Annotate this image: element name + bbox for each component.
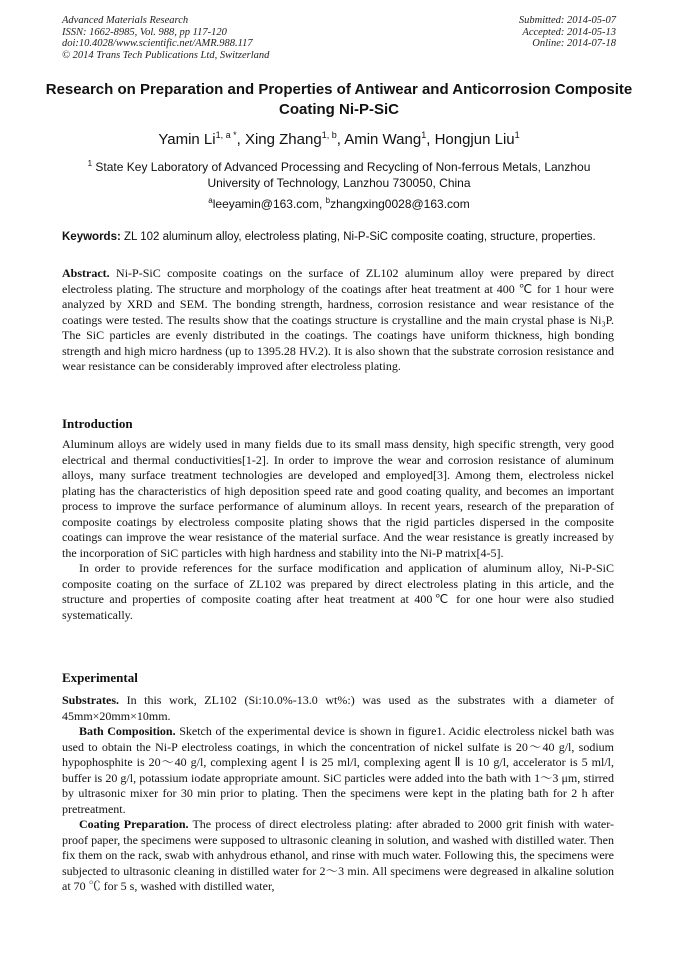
author-sup: 1, a * [215,130,237,140]
journal-info [62,15,269,61]
issn-line: ISSN: 1662-8985, Vol. 988, pp 117-120 [62,26,227,38]
copyright-line: © 2014 Trans Tech Publications Ltd, Switzerland [62,49,270,61]
journal-name: Advanced Materials Research [62,15,189,26]
doi-line[interactable]: doi:10.4028/www.scientific.net/AMR.988.117 [62,38,253,49]
introduction-body [62,437,614,623]
author-sup: 1 [421,130,427,140]
author-sup: 1, b [321,130,337,140]
affiliation-text: State Key Laboratory of Advanced Processing and Recycling of Non-ferrous Metals, Lanzhou University of Technology, Lanzhou 730050, China [95,160,591,190]
author-name: Yamin Li [158,131,216,148]
paragraph [62,724,614,817]
author-emails: $^a$leeyamin@163.com, $^b$zhangxing0028@163.com [208,196,470,211]
online-date: Online: 2014-07-18 [532,38,616,49]
paragraph [62,817,614,895]
accepted-date: Accepted: 2014-05-13 [522,26,616,38]
experimental-body [62,693,614,895]
keywords-label: Keywords: [62,231,121,243]
email-link[interactable]: zhangxing0028@163.com [330,197,470,211]
submitted-date: Submitted: 2014-05-07 [518,15,616,26]
author-list: Yamin $Li^{1, a *}$, Xing Zhang$^{1, b}$, Amin Wang$^1$, Hongjun Liu$^1$ [158,130,520,148]
paragraph: In order to provide references for the surface modification and application of aluminum alloy, Ni-P-SiC composite coating on the surface of ZL102 was prepared by direct electroless plating in this article, and the structure and properties of composite coating after heat treatment at 400℃ for one hour were also studied systematically. [62,561,614,622]
author-sup: 1 [514,130,520,140]
abstract-text: Ni-P-SiC composite coatings on the surface of ZL102 aluminum alloy were prepared by direct electroless plating. The structure and morphology of the coatings after heat treatment at 400 ℃ for 1 hour were analyzed by XRD and SEM. The bonding strength, hardness, corrosion resistance and wear resistance of the coatings were tested. The results show that the coatings structure is crystalline and the main crystal phase is Ni₃P. The SiC particles are evenly distributed in the coatings. The coatings have uniform thickness, high bonding strength and high micro hardness (up to 1395.28 HV.2). It is also shown that the substrate corrosion resistance and wear resistance can be considerably improved after electroless plating. [62,266,614,373]
dates-info [519,15,616,50]
run-in-heading: Coating Preparation. [79,817,189,831]
abstract-label: Abstract. [62,266,110,280]
email-sup: b [325,196,331,205]
abstract [62,266,614,375]
run-in-heading: Bath Composition. [79,724,176,738]
paragraph-text: In this work, ZL102 (Si:10.0%-13.0 wt%:) was used as the substrates with a diameter of 45mm×20mm×10mm. [62,693,614,723]
run-in-heading: Substrates. [62,693,120,707]
author-name: Hongjun Liu [434,131,515,148]
author-name: Amin Wang [344,131,422,148]
paragraph-text: Sketch of the experimental device is shown in figure1. Acidic electroless nickel bath was used to obtain the Ni-P electroless coatings, in which the concentration of nickel sulfate is 20～40 g/l, sodium hypophosphite is 20～40 g/l, complexing agent Ⅰ is 25 ml/l, complexing agent Ⅱ is 10 g/l, accelerator is 5 ml/l, buffer is 20 g/l, potassium iodate appropriate amount. SiC particles were added into the bath with 1～3 μm, stirred by ultrasonic mixer for 30 min prior to plating. Then the specimens were kept in the plating bath for 2 h after pretreatment. [62,724,615,816]
paper-title: Research on Preparation and Properties of Antiwear and Anticorrosion Composite Coating Ni-P-SiC [45,81,633,118]
paragraph-text: The process of direct electroless plating: after abraded to 2000 grit finish with water-proof paper, the specimens were supposed to ultrasonic cleaning in solution, and washed with distilled water. Then fix them on the rack, swab with anhydrous ethanol, and rinse with much water. Following this, the specimens were subjected to ultrasonic cleaning in distilled water for 2～3 min. All specimens were degreased in alkaline solution at 70 ℃ for 5 s, washed with distilled water, [62,817,614,893]
section-heading-experimental: Experimental [62,670,138,685]
author-name: Xing Zhang [244,131,322,148]
section-heading-introduction: Introduction [62,416,133,431]
keywords [62,230,614,244]
affiliation-sup: 1 [87,159,93,168]
paragraph [62,693,614,724]
keywords-text: ZL 102 aluminum alloy, electroless plating, Ni-P-SiC composite coating, structure, properties. [124,231,596,243]
affiliation [62,156,616,191]
email-sup: a [208,196,213,205]
paragraph: Aluminum alloys are widely used in many fields due to its small mass density, high specific strength, very good electrical and thermal conductivities[1-2]. In order to improve the wear and corrosion resistance of aluminum alloys, many surface treatment technologies are developed and employed[3]. Among them, electroless nickel plating has the characteristics of high deposition speed rate and good coating quality, and becomes an important process to improve the surface performance of aluminum alloys. In recent years, research of the preparation of composite coatings by electroless composite plating shows that the rigid particles dispersed in the composite coatings can improve the wear resistance of the material surface. And the wear resistance is greatly increased by the incorporation of SiC particles with high hardness and stability into the Ni-P matrix[4-5]. [62,437,614,560]
email-link[interactable]: leeyamin@163.com [212,197,319,211]
